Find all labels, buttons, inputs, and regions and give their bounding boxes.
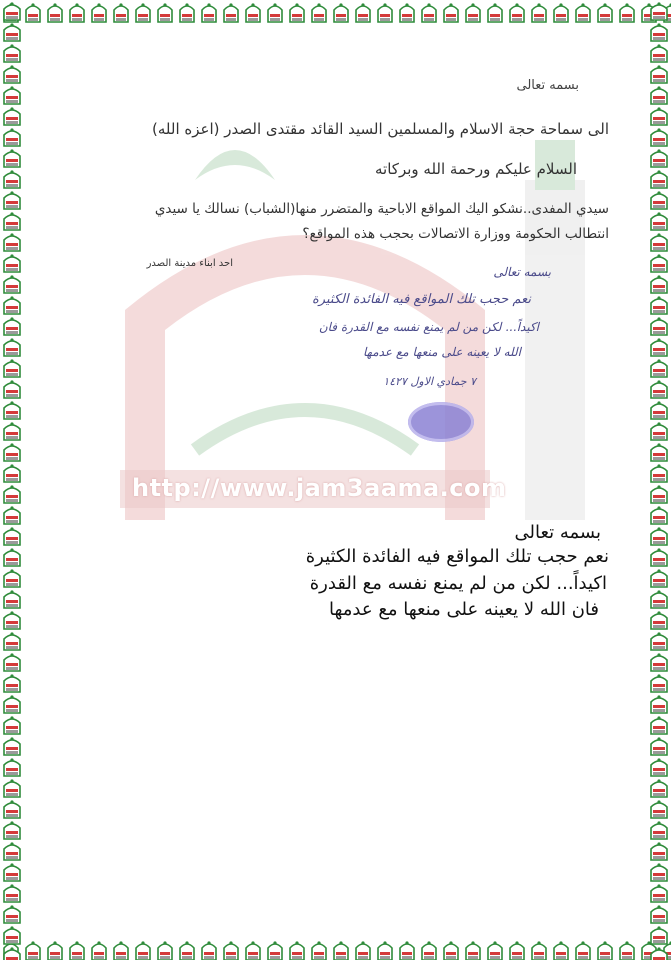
letter-signature: احد ابناء مدينة الصدر [146,258,233,269]
reply-basmala: بسمه تعالى [514,522,601,543]
handwritten-date: ٧ جمادي الاول ١٤٢٧ [383,375,476,388]
official-seal [408,402,474,442]
reply-line-2: اكيداً... لكن من لم يمنع نفسه مع القدرة [309,573,607,594]
url-watermark: http://www.jam3aama.com [132,474,507,502]
letter-body: سيدي المفدى..نشكو اليك المواقع الاباحية والمتضرر منها(الشباب) نسالك يا سيدي انتطالب الحكومة ووزارة الاتصالات بحجب هذه المواقع؟ [154,201,609,242]
reply-line-1: نعم حجب تلك المواقع فيه الفائدة الكثيرة [305,546,609,567]
reply-line-3: فان الله لا يعينه على منعها مع عدمها [329,599,599,620]
letter-greeting: السلام عليكم ورحمة الله وبركاته [375,160,577,178]
handwritten-basmala: بسمه تعالى [493,265,551,279]
handwritten-line-2: اكيداً... لكن من لم يمنع نفسه مع القدرة فان [318,320,539,334]
handwritten-line-3: الله لا يعينه على منعها مع عدمها [363,345,521,359]
letter-basmala: بسمه تعالى [516,78,579,93]
handwritten-line-1: نعم حجب تلك المواقع فيه الفائدة الكثيرة [311,292,531,307]
letter-recipient: الى سماحة حجة الاسلام والمسلمين السيد القائد مقتدى الصدر (اعزه الله) [152,120,609,138]
